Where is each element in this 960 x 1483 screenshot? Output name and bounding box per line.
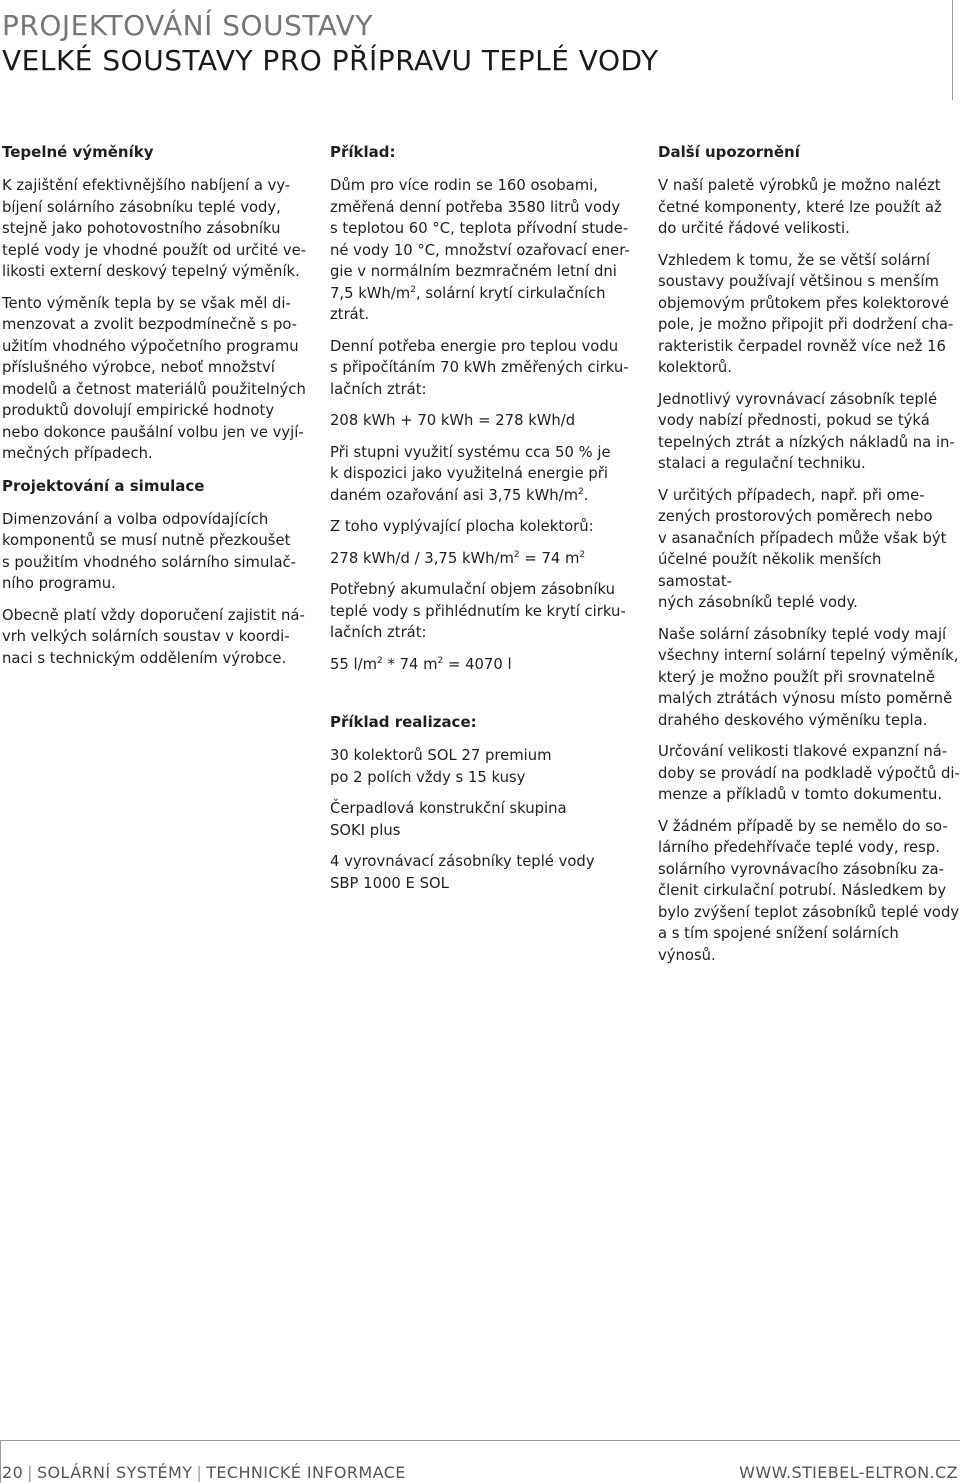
paragraph: Tento výměník tepla by se však měl di- menzovat a zvolit bezpodmínečně s po- užitím vhodného výpočetního programu příslušného výrobce, neboť množství modelů a četnost materiálů použitelných produktů dovolují empirické hodnoty nebo dokonce paušální volbu jen ve vyjí- mečných případech.: [2, 294, 306, 462]
heading-tepelne-vymeniky: Tepelné výměníky: [2, 143, 154, 161]
heading-dalsi-upozorneni: Další upozornění: [658, 143, 800, 161]
paragraph: V žádném případě by se nemělo do so- lárního předehřívače teplé vody, resp. solárního vyrovnávacího zásobníku za- členit cirkulační potrubí. Následkem by bylo zvýšení teplot zásobníků teplé vody a s tím spojené snížení solárních výnosů.: [658, 817, 960, 964]
formula-volume: [330, 654, 630, 676]
text-span: 278 kWh/d / 3,75 kWh/m: [330, 549, 514, 567]
footer-rule: [0, 1440, 960, 1441]
superscript: 2: [513, 549, 520, 560]
paragraph: [330, 175, 630, 326]
paragraph: Čerpadlová konstrukční skupina SOKI plus: [330, 800, 567, 839]
column-left: [2, 141, 307, 679]
paragraph: Dimenzování a volba odpovídajících komponentů se musí nutně přezkoušet s použitím vhodného solárního simulač- ního programu.: [2, 510, 296, 592]
footer-separator: |: [27, 1463, 33, 1482]
text-span: 55 l/m: [330, 655, 378, 673]
paragraph: V určitých případech, např. při ome- zených prostorových poměrech nebo v asanačních případech může však být účelné použít několik menších samostat- ných zásobníků teplé vody.: [658, 486, 947, 611]
superscript: 2: [410, 284, 416, 295]
paragraph: Potřebný akumulační objem zásobníku teplé vody s přihlédnutím ke krytí cirku- lačních ztrát:: [330, 581, 626, 641]
footer-section-tech: TECHNICKÉ INFORMACE: [206, 1463, 406, 1482]
page-footer: [0, 1462, 960, 1483]
superscript: 2: [377, 655, 383, 666]
header-title-line2: VELKÉ SOUSTAVY PRO PŘÍPRAVU TEPLÉ VODY: [2, 44, 659, 77]
page-number: 20: [2, 1463, 24, 1482]
paragraph: 30 kolektorů SOL 27 premium po 2 polích vždy s 15 kusy: [330, 747, 552, 786]
paragraph: Vzhledem k tomu, že se větší solární soustavy používají většinou s menším objemovým průtokem přes kolektorové pole, je možno připojit při dodržení cha- rakteristik čerpadel rovněž více než 16 kolektorů.: [658, 251, 954, 376]
text-span: * 74 m: [382, 655, 438, 673]
heading-projektovani-a-simulace: Projektování a simulace: [2, 476, 205, 495]
text-span: .: [583, 486, 589, 504]
paragraph: Naše solární zásobníky teplé vody mají všechny interní solární tepelný výměník, který je možno použít při srovnatelně malých ztrátách výnosu místo poměrně drahého deskového výměníku tepla.: [658, 625, 959, 729]
footer-left: [2, 1462, 406, 1483]
website-link[interactable]: WWW.STIEBEL-ELTRON.CZ: [739, 1463, 958, 1482]
paragraph: [330, 442, 630, 507]
heading-priklad: Příklad:: [330, 143, 396, 161]
heading-priklad-realizace: Příklad realizace:: [330, 713, 477, 731]
paragraph: V naší paletě výrobků je možno nalézt četné komponenty, které lze použít až do určité řádové velikosti.: [658, 177, 942, 237]
superscript: 2: [578, 486, 584, 497]
footer-separator: |: [196, 1463, 203, 1482]
paragraph: Denní potřeba energie pro teplou vodu s připočítáním 70 kWh změřených cirku- lačních ztrát:: [330, 337, 629, 398]
footer-section-solar: SOLÁRNÍ SYSTÉMY: [36, 1463, 193, 1482]
column-right: [658, 141, 960, 976]
paragraph: Určování velikosti tlakové expanzní ná- doby se provádí na podkladě výpočtů di- menze a příkladů v tomto dokumentu.: [658, 743, 960, 803]
paragraph: 4 vyrovnávací zásobníky teplé vody SBP 1000 E SOL: [330, 853, 595, 892]
paragraph: Obecně platí vždy doporučení zajistit ná- vrh velkých solárních soustav v koordi- naci s technickým oddělením výrobce.: [2, 606, 305, 667]
text-span: Při stupni využití systému cca 50 % je k dispozici jako využitelná energie při daném ozařování asi 3,75 kWh/m: [330, 443, 611, 504]
page-header: [0, 0, 960, 84]
text-span: Dům pro více rodin se 160 osobami, změřená denní potřeba 3580 litrů vody s teplotou 60 °C, teplota přívodní stude- né vody 10 °C, množství ozařovací ener- gie v normálním bezmračném letní dni 7,5 kWh/m: [330, 177, 630, 302]
text-span: = 74 m: [519, 549, 580, 567]
superscript: 2: [437, 655, 444, 666]
paragraph: Jednotlivý vyrovnávací zásobník teplé vody nabízí přednosti, pokud se týká tepelných ztrát a nízkých nákladů na in- stalaci a regulační techniku.: [658, 390, 955, 472]
formula-area: [330, 548, 630, 570]
header-vertical-rule: [952, 0, 953, 100]
column-middle: [330, 141, 630, 904]
paragraph: Z toho vyplývající plocha kolektorů:: [330, 518, 594, 535]
formula-energy: 208 kWh + 70 kWh = 278 kWh/d: [330, 412, 576, 429]
header-title-line1: PROJEKTOVÁNÍ SOUSTAVY: [2, 9, 373, 42]
text-span: , solární krytí cirkulačních ztrát.: [330, 284, 606, 323]
paragraph: K zajištění efektivnějšího nabíjení a vy- bíjení solárního zásobníku teplé vody, stejně jako pohotovostního zásobníku teplé vody je vhodné použít od určité ve- likosti externí deskový tepelný výměník.: [2, 177, 307, 280]
superscript: 2: [579, 549, 586, 560]
text-span: = 4070 l: [443, 655, 512, 673]
